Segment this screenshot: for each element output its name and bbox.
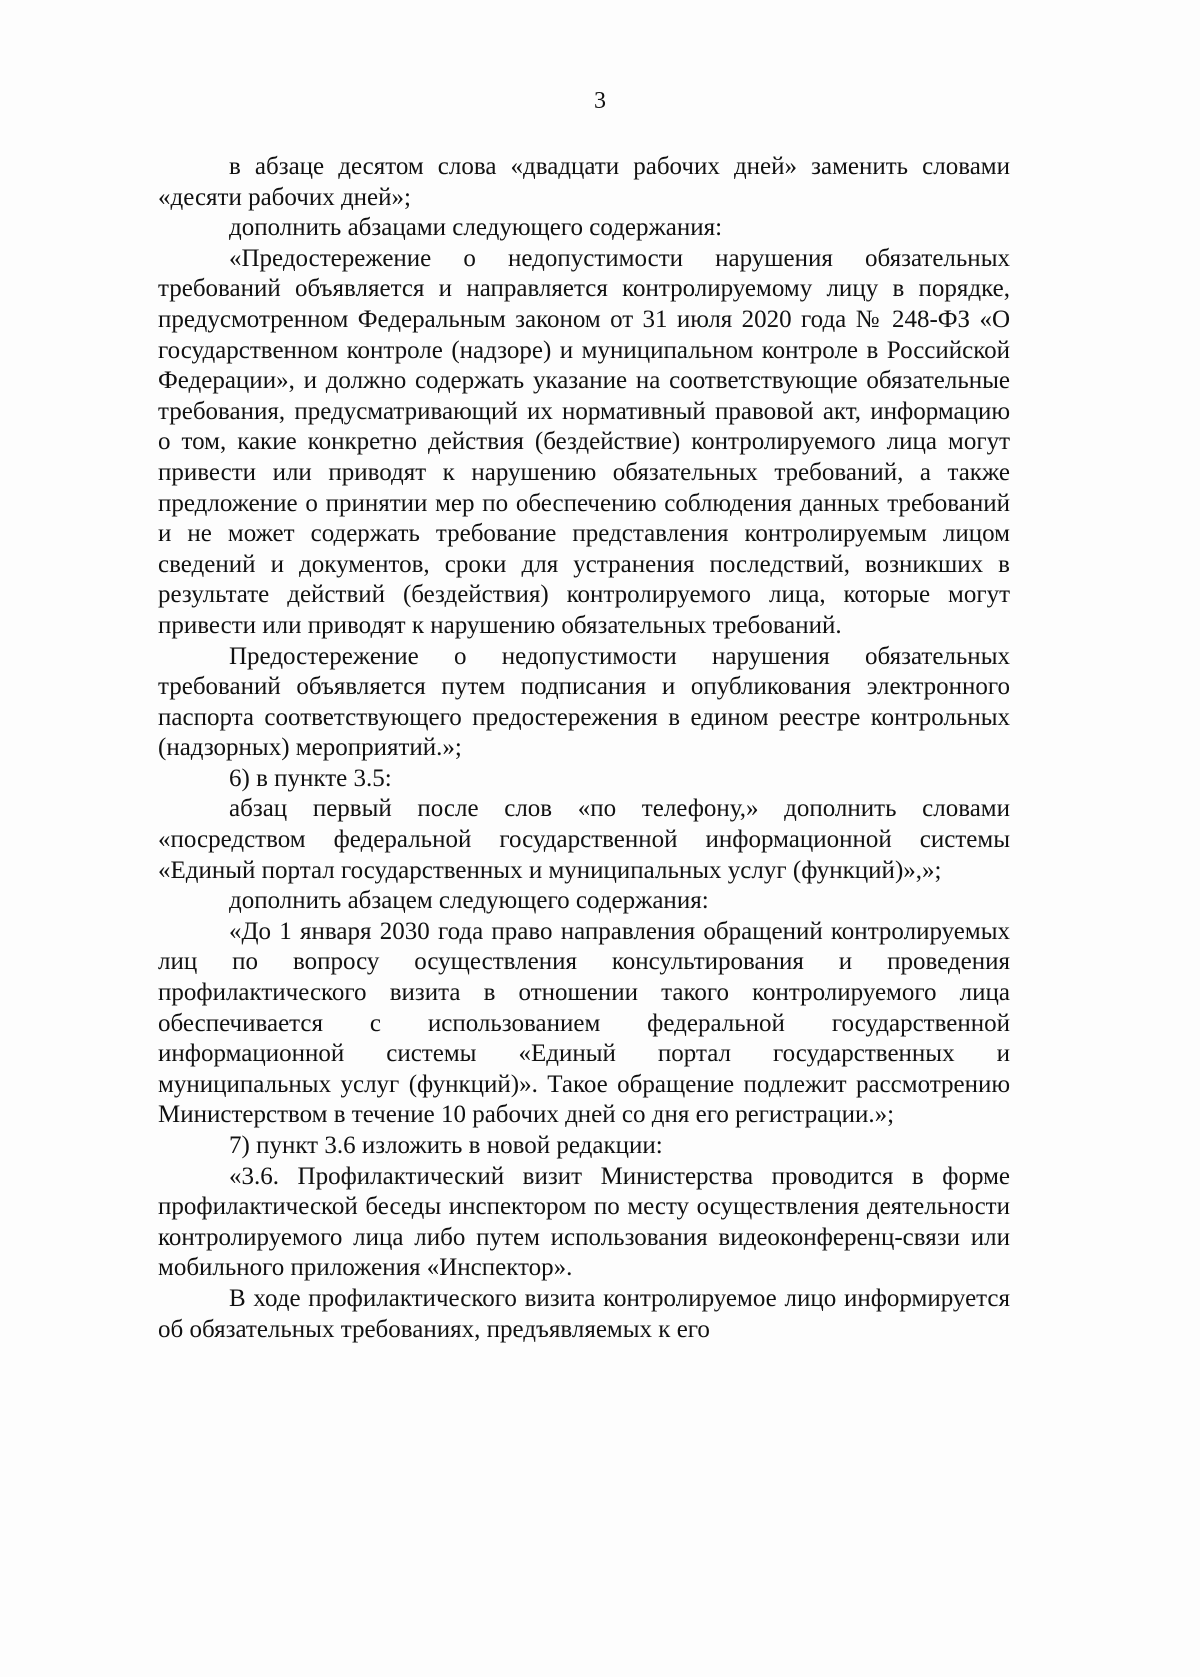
paragraph: абзац первый после слов «по телефону,» дополнить словами «посредством федеральной государственной информационной системы «Единый портал государственных и муниципальных услуг (функций)»,»; <box>158 795 1010 884</box>
paragraph: 7) пункт 3.6 изложить в новой редакции: <box>229 1132 663 1159</box>
document-body <box>158 152 1010 1345</box>
paragraph: «До 1 января 2030 года право направления обращений контролируемых лиц по вопросу осуществления консультирования и проведения профилактического визита в отношении такого контролируемого лица обеспечивается с использованием федеральной государственной информационной системы «Единый портал государственных и муниципальных услуг (функций)». Такое обращение подлежит рассмотрению Министерством в течение 10 рабочих дней со дня его регистрации.»; <box>158 917 1010 1129</box>
paragraph: «3.6. Профилактический визит Министерства проводится в форме профилактической беседы инспектором по месту осуществления деятельности контролируемого лица либо путем использования видеоконференц-связи или мобильного приложения «Инспектор». <box>158 1162 1010 1282</box>
paragraph: В ходе профилактического визита контролируемое лицо информируется об обязательных требованиях, предъявляемых к его <box>158 1284 1010 1343</box>
paragraph: «Предостережение о недопустимости нарушения обязательных требований объявляется и направляется контролируемому лицу в порядке, предусмотренном Федеральным законом от 31 июля 2020 года № 248-ФЗ «О государственном контроле (надзоре) и муниципальном контроле в Российской Федерации», и должно содержать указание на соответствующие обязательные требования, предусматривающий их нормативный правовой акт, информацию о том, какие конкретно действия (бездействие) контролируемого лица могут привести или приводят к нарушению обязательных требований, а также предложение о принятии мер по обеспечению соблюдения данных требований и не может содержать требование представления контролируемым лицом сведений и документов, сроки для устранения последствий, возникших в результате действий (бездействия) контролируемого лица, которые могут привести или приводят к нарушению обязательных требований. <box>158 244 1010 639</box>
paragraph: в абзаце десятом слова «двадцати рабочих дней» заменить словами «десяти рабочих дней»; <box>158 153 1010 211</box>
paragraph: 6) в пункте 3.5: <box>229 764 392 792</box>
paragraph: дополнить абзацем следующего содержания: <box>229 887 709 915</box>
page-number: 3 <box>594 88 606 114</box>
paragraph: дополнить абзацами следующего содержания: <box>229 214 723 242</box>
paragraph: Предостережение о недопустимости нарушения обязательных требований объявляется путем подписания и опубликования электронного паспорта соответствующего предостережения в едином реестре контрольных (надзорных) мероприятий.»; <box>158 642 1010 762</box>
